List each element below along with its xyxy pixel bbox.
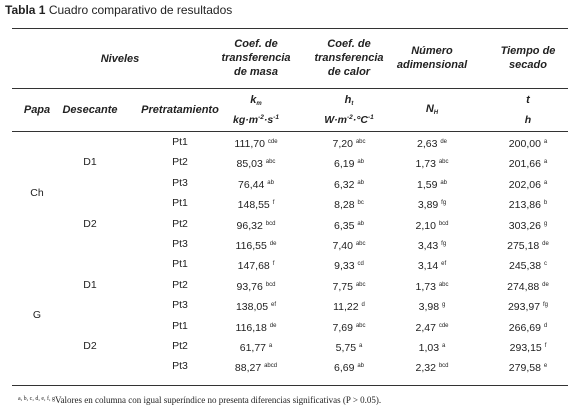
unit-t-part-0: h [524,114,532,126]
cell-km-value-11: 61,77 [239,342,267,354]
cell-ht-6 [332,238,365,253]
cell-t-value-5: 303,26 [508,219,541,232]
cell-km-value-12: 88,27 [234,362,262,375]
cell-km-11 [240,340,273,355]
cell-desecante-4: D2 [83,340,97,352]
cell-km-value-6: 116,55 [235,240,267,252]
cell-nh-9 [419,299,446,314]
cell-nh-value-12: 2,32 [415,362,436,375]
unit-km-exp-1: -1 [273,114,279,121]
cell-t-superscript-6: de [542,241,549,247]
cell-t-superscript-11: f [544,343,547,349]
unit-km-part-0: kg·m [233,114,259,126]
cell-t-superscript-5: g [543,220,548,227]
cell-km-value-3: 76,44 [238,178,265,191]
cell-pretratamiento-5: Pt2 [172,217,188,230]
cell-ht-8 [332,279,365,294]
unit-km-exp-0: -2 [258,114,264,121]
cell-nh-value-5: 2,10 [415,219,436,232]
cell-ht-superscript-7: cd [357,261,364,268]
cell-ht-value-10: 7,69 [332,321,353,334]
symbol-t-base: t [526,94,530,106]
cell-ht-11 [336,340,363,355]
cell-nh-value-9: 3,98 [418,301,440,314]
cell-nh-3 [417,177,447,192]
cell-nh-value-11: 1,03 [418,342,440,354]
cell-ht-superscript-9: d [361,302,365,309]
cell-t-7 [509,258,547,273]
cell-km-value-1: 111,70 [234,138,265,150]
cell-t-superscript-3: a [543,179,548,186]
cell-ht-value-3: 6,32 [333,178,355,191]
footnote-superscripts: a, b, c, d, e, f, g [18,396,55,402]
cell-km-value-4: 148,55 [237,199,270,212]
cell-papa-1: Ch [30,187,44,199]
cell-ht-4 [334,197,364,212]
cell-pretratamiento-2: Pt2 [172,156,188,169]
cell-t-value-10: 266,69 [508,321,541,334]
unit-ht [324,111,374,127]
cell-desecante-2: D2 [83,217,97,230]
header-coef-masa-line-3: de masa [233,66,279,78]
cell-km-superscript-8: bcd [265,281,276,288]
cell-ht-superscript-11: a [359,343,363,349]
header-pretratamiento: Pretratamiento [141,104,219,116]
unit-ht-exp-1: -1 [368,114,374,121]
cell-km-6 [236,238,277,253]
cell-km-value-5: 96,32 [236,219,263,232]
cell-km-superscript-4: f [272,200,275,207]
header-niveles: Niveles [100,53,140,65]
cell-km-value-10: 116,18 [235,321,267,334]
header-numero-adimensional-line-1: Número [411,45,453,57]
cell-pretratamiento-10: Pt1 [172,319,188,332]
cell-nh-superscript-12: bcd [438,363,449,370]
cell-ht-value-2: 6,19 [333,158,355,171]
cell-pretratamiento-6: Pt3 [172,238,188,250]
cell-t-superscript-9: fg [543,302,549,309]
cell-pretratamiento-12: Pt3 [172,360,188,373]
symbol-km [250,94,261,111]
cell-nh-superscript-10: cde [438,322,449,329]
cell-ht-value-7: 9,33 [334,260,355,273]
cell-t-value-2: 201,66 [508,158,541,171]
table-caption-label: Tabla 1 [5,3,46,17]
cell-papa-2: G [32,309,42,322]
cell-km-superscript-5: bcd [265,220,276,227]
cell-nh-superscript-3: ab [440,179,448,186]
cell-nh-superscript-5: bcd [438,220,449,227]
cell-pretratamiento-3: Pt3 [172,176,188,189]
cell-nh-superscript-1: de [440,139,448,145]
cell-ht-5 [334,218,364,233]
cell-nh-7 [418,258,446,273]
header-tiempo-secado-line-2: secado [509,59,547,71]
cell-km-4 [238,197,275,212]
cell-t-value-4: 213,86 [508,199,541,212]
cell-t-1 [509,136,547,151]
cell-ht-superscript-6: abc [355,241,366,247]
cell-km-superscript-6: de [269,241,277,247]
header-rule-2 [12,131,568,132]
cell-km-superscript-2: abc [265,159,276,166]
cell-nh-superscript-9: g [442,302,446,309]
unit-ht-exp-0: -2 [346,114,353,121]
table-caption-text: Cuadro comparativo de resultados [48,3,233,17]
cell-km-2 [237,156,276,171]
cell-nh-10 [415,320,448,335]
cell-ht-value-12: 6,69 [333,362,355,375]
cell-km-superscript-9: ef [271,302,277,309]
cell-nh-value-6: 3,43 [417,240,439,252]
header-coef-calor-line-3: de calor [327,66,371,78]
cell-nh-value-10: 2,47 [415,321,436,334]
cell-nh-superscript-4: fg [441,200,447,207]
cell-t-value-11: 293,15 [509,342,542,354]
cell-t-5 [509,218,547,233]
cell-km-3 [238,177,274,192]
cell-nh-5 [415,218,448,233]
header-coef-masa-line-1: Coef. de [234,38,278,50]
cell-ht-value-9: 11,22 [333,301,359,314]
unit-km-part-1: ·s [263,114,274,126]
cell-pretratamiento-4: Pt1 [172,197,188,210]
cell-nh-1 [417,136,447,151]
symbol-ht [345,94,354,111]
cell-km-7 [238,258,275,273]
cell-nh-12 [415,360,448,375]
cell-ht-superscript-5: ab [357,220,365,227]
cell-ht-superscript-3: ab [357,179,365,186]
cell-nh-value-4: 3,89 [417,199,439,212]
header-rule-1 [12,88,568,89]
cell-nh-superscript-2: abc [438,159,449,166]
cell-t-8 [507,279,549,294]
unit-t [525,111,531,127]
cell-km-superscript-7: f [272,261,275,268]
symbol-ht-sub: t [351,101,354,107]
cell-t-value-7: 245,38 [508,260,542,273]
symbol-nh-sub: H [433,110,439,116]
cell-km-superscript-12: abcd [264,363,278,370]
cell-t-12 [509,360,547,375]
cell-t-superscript-7: c [544,261,548,268]
cell-ht-superscript-8: abc [355,281,366,288]
cell-t-6 [507,238,549,253]
cell-nh-value-2: 1,73 [415,158,436,171]
cell-ht-10 [332,320,365,335]
cell-t-value-9: 293,97 [507,301,541,314]
cell-pretratamiento-11: Pt2 [172,340,188,352]
symbol-t [526,94,530,111]
cell-t-value-12: 279,58 [508,362,541,375]
cell-ht-value-5: 6,35 [333,219,355,232]
cell-ht-superscript-1: abc [355,139,366,145]
cell-ht-1 [332,136,365,151]
cell-ht-9 [333,299,365,314]
symbol-nh-base: N [425,103,434,115]
cell-pretratamiento-9: Pt3 [172,299,188,312]
cell-nh-11 [419,340,446,355]
cell-nh-value-3: 1,59 [416,178,438,191]
cell-nh-superscript-8: abc [438,281,449,288]
cell-nh-value-7: 3,14 [417,260,439,273]
header-coef-calor-line-2: transferencia [314,52,384,64]
cell-km-superscript-1: cde [267,139,278,145]
cell-pretratamiento-7: Pt1 [172,258,188,271]
cell-t-superscript-4: b [543,200,548,207]
cell-km-value-2: 85,03 [236,158,263,171]
cell-ht-12 [334,360,364,375]
cell-km-5 [237,218,276,233]
table-bottom-rule [12,385,568,386]
cell-km-value-9: 138,05 [235,301,269,314]
cell-ht-superscript-12: ab [357,363,365,370]
cell-km-superscript-11: a [268,343,273,349]
cell-pretratamiento-1: Pt1 [172,136,188,148]
symbol-nh [426,103,438,120]
cell-ht-value-1: 7,20 [332,138,353,150]
cell-km-12 [235,360,277,375]
header-coef-masa-line-2: transferencia [221,52,291,64]
cell-ht-superscript-10: abc [355,322,366,329]
cell-t-4 [509,197,547,212]
cell-ht-superscript-2: ab [357,159,365,166]
cell-ht-3 [334,177,364,192]
cell-pretratamiento-8: Pt2 [172,278,188,291]
cell-t-superscript-8: de [542,281,549,288]
table-footnote [18,393,381,406]
cell-km-superscript-10: de [269,322,277,329]
cell-ht-7 [334,258,364,273]
cell-t-3 [509,177,547,192]
header-desecante: Desecante [62,104,118,116]
cell-nh-2 [415,156,448,171]
cell-ht-value-6: 7,40 [332,240,353,252]
cell-nh-value-8: 1,73 [415,280,436,293]
cell-nh-superscript-7: ef [441,261,447,268]
cell-km-1 [234,136,277,151]
cell-t-value-3: 202,06 [508,178,541,191]
header-papa: Papa [23,104,51,116]
cell-nh-4 [418,197,446,212]
cell-t-superscript-1: a [543,139,548,145]
cell-ht-value-8: 7,75 [332,280,353,293]
cell-t-superscript-2: a [543,159,548,166]
footnote-text: Valores en columna con igual superíndice no presenta diferencias significativas (P > 0.05). [55,395,382,405]
table-top-rule [12,28,568,29]
table-caption [5,3,232,17]
header-tiempo-secado-line-1: Tiempo de [500,45,556,57]
symbol-ht-base: h [344,94,352,106]
cell-km-value-7: 147,68 [237,260,270,273]
cell-t-11 [510,340,547,355]
cell-km-superscript-3: ab [267,179,274,186]
cell-km-10 [236,320,277,335]
cell-t-value-6: 275,18 [507,240,540,252]
cell-nh-value-1: 2,63 [416,138,438,150]
cell-t-2 [509,156,547,171]
cell-desecante-3: D1 [83,278,97,291]
header-coef-calor-line-1: Coef. de [327,38,371,50]
cell-km-8 [237,279,276,294]
cell-ht-2 [334,156,364,171]
cell-nh-superscript-6: fg [441,241,447,247]
unit-ht-part-0: W·m [324,114,347,126]
symbol-km-base: k [250,94,257,106]
unit-ht-part-1: ·°C [352,114,369,126]
cell-km-9 [236,299,276,314]
cell-km-value-8: 93,76 [236,280,263,293]
cell-t-value-8: 274,88 [507,280,540,293]
unit-km [233,111,279,127]
cell-t-value-1: 200,00 [508,138,541,150]
header-numero-adimensional-line-2: adimensional [396,59,468,71]
cell-nh-6 [418,238,446,253]
symbol-km-sub: m [256,101,262,107]
cell-t-10 [509,320,547,335]
cell-ht-value-4: 8,28 [334,199,355,212]
cell-t-superscript-10: d [543,322,548,329]
cell-ht-value-11: 5,75 [335,342,357,354]
cell-t-superscript-12: e [543,363,548,370]
cell-nh-8 [415,279,448,294]
cell-desecante-1: D1 [83,156,97,169]
cell-ht-superscript-4: bc [357,200,364,207]
cell-t-9 [508,299,548,314]
cell-nh-superscript-11: a [442,343,446,349]
